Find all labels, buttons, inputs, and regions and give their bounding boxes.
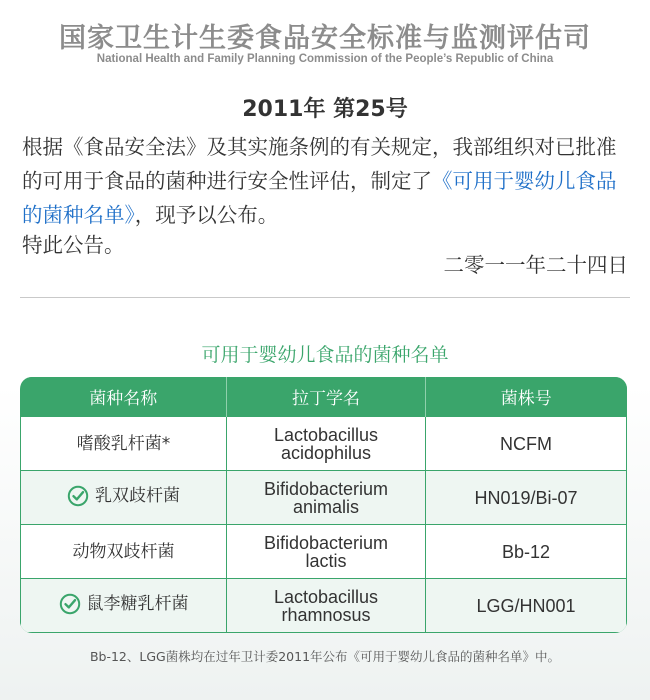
strain-name: 动物双歧杆菌	[72, 541, 175, 562]
notice-list-link[interactable]: 《可用于婴幼儿食品的菌种名单》	[22, 169, 617, 227]
table-header-row	[21, 377, 627, 417]
strain-id: NCFM	[426, 417, 627, 471]
latin-name-cell	[227, 579, 426, 633]
latin-species: lactis	[305, 550, 347, 571]
latin-species: rhamnosus	[281, 604, 371, 625]
header-name: 菌种名称	[21, 377, 227, 417]
strain-name-cell	[21, 579, 227, 633]
strain-id: Bb-12	[426, 525, 627, 579]
latin-genus: Lactobacillus	[273, 586, 379, 607]
strain-name-cell	[21, 417, 227, 471]
footnote: Bb-12、LGG菌株均在过年卫计委2011年公布《可用于婴幼儿食品的菌种名单》中。	[89, 649, 561, 664]
header-cn-title: 国家卫生计生委食品安全标准与监测评估司	[59, 23, 591, 54]
latin-name-cell	[227, 525, 426, 579]
table-row	[21, 471, 627, 525]
check-circle-icon	[67, 485, 89, 507]
notice-date: 二零一一年二十四日	[443, 253, 628, 277]
header-en-title: National Health and Family Planning Commission of the People’s Republic of China	[96, 53, 554, 65]
strain-name: 乳双歧杆菌	[95, 485, 180, 506]
latin-genus: Bifidobacterium	[263, 532, 389, 553]
notice-body	[22, 130, 634, 232]
header-strain: 菌株号	[426, 377, 627, 417]
strain-name-cell	[21, 471, 227, 525]
latin-genus: Bifidobacterium	[263, 478, 389, 499]
latin-name-cell	[227, 471, 426, 525]
strain-id: HN019/Bi-07	[426, 471, 627, 525]
latin-species: animalis	[292, 496, 360, 517]
strain-table	[20, 377, 627, 633]
latin-name-cell	[227, 417, 426, 471]
strain-id: LGG/HN001	[426, 579, 627, 633]
notice-number: 2011年 第25号	[242, 97, 408, 122]
notice-body-end: ，现予以公布。	[134, 203, 279, 227]
table-title: 可用于婴幼儿食品的菌种名单	[201, 344, 449, 366]
latin-species: acidophilus	[280, 442, 372, 463]
check-circle-icon	[59, 593, 81, 615]
divider	[20, 297, 630, 298]
latin-genus: Lactobacillus	[273, 424, 379, 445]
header-latin: 拉丁学名	[227, 377, 426, 417]
table-row	[21, 417, 627, 471]
strain-name: 嗜酸乳杆菌*	[76, 433, 171, 454]
table-row	[21, 579, 627, 633]
strain-name: 鼠李糖乳杆菌	[86, 593, 189, 614]
notice-closing: 特此公告。	[22, 233, 125, 257]
strain-name-cell	[21, 525, 227, 579]
table-row	[21, 525, 627, 579]
notice-body-text: 根据《食品安全法》及其实施条例的有关规定，我部组织对已批准的可用于食品的菌种进行安全性评估，制定了	[22, 135, 617, 193]
